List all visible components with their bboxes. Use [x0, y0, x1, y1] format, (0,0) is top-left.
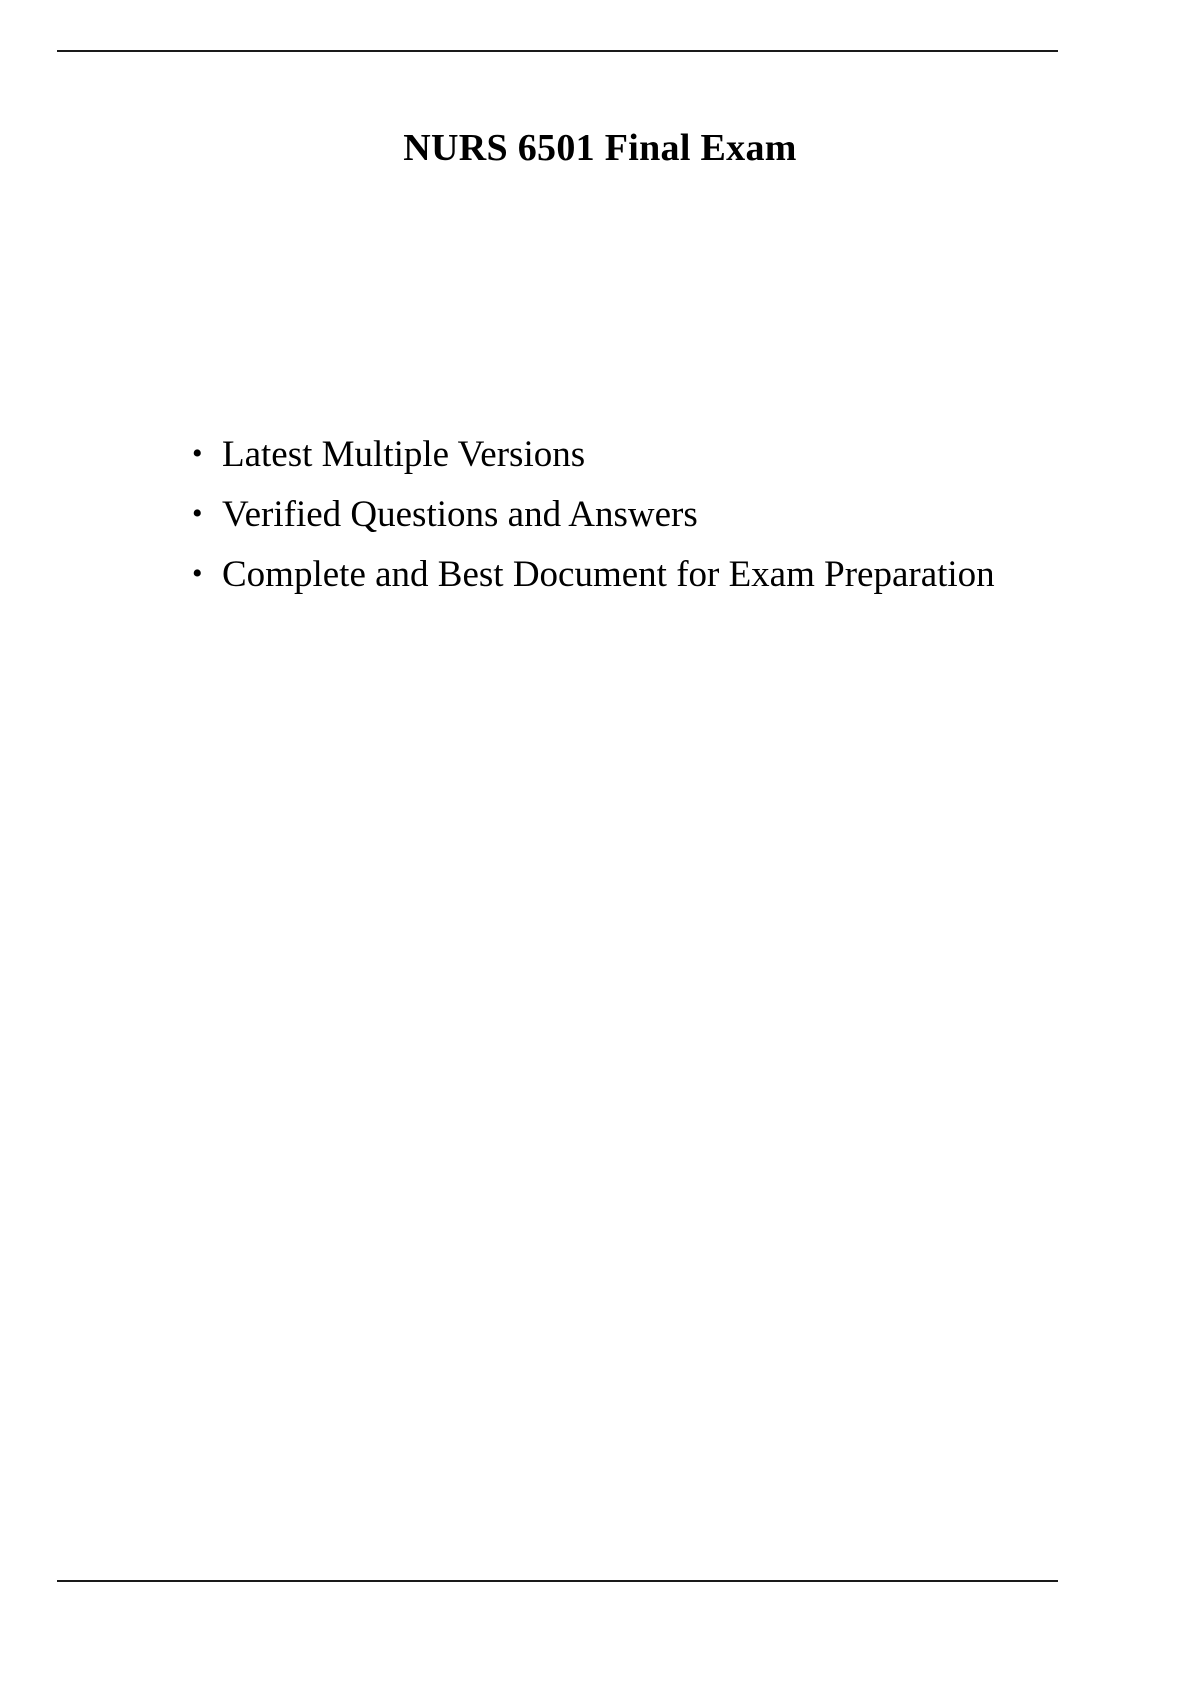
- header-divider: [57, 50, 1058, 52]
- bullet-icon: •: [192, 437, 203, 470]
- list-item: [182, 545, 1002, 605]
- list-item-label: Verified Questions and Answers: [222, 493, 698, 535]
- page-title: NURS 6501 Final Exam: [403, 127, 797, 169]
- bullet-list: [182, 425, 1002, 605]
- bullet-icon: •: [192, 556, 203, 590]
- list-item-label: Latest Multiple Versions: [222, 434, 586, 475]
- bullet-icon: •: [192, 496, 203, 530]
- list-item: [182, 425, 1002, 485]
- list-item-label: Complete and Best Document for Exam Preparation: [222, 553, 995, 595]
- list-item: [182, 485, 1002, 545]
- footer-divider: [57, 1580, 1058, 1582]
